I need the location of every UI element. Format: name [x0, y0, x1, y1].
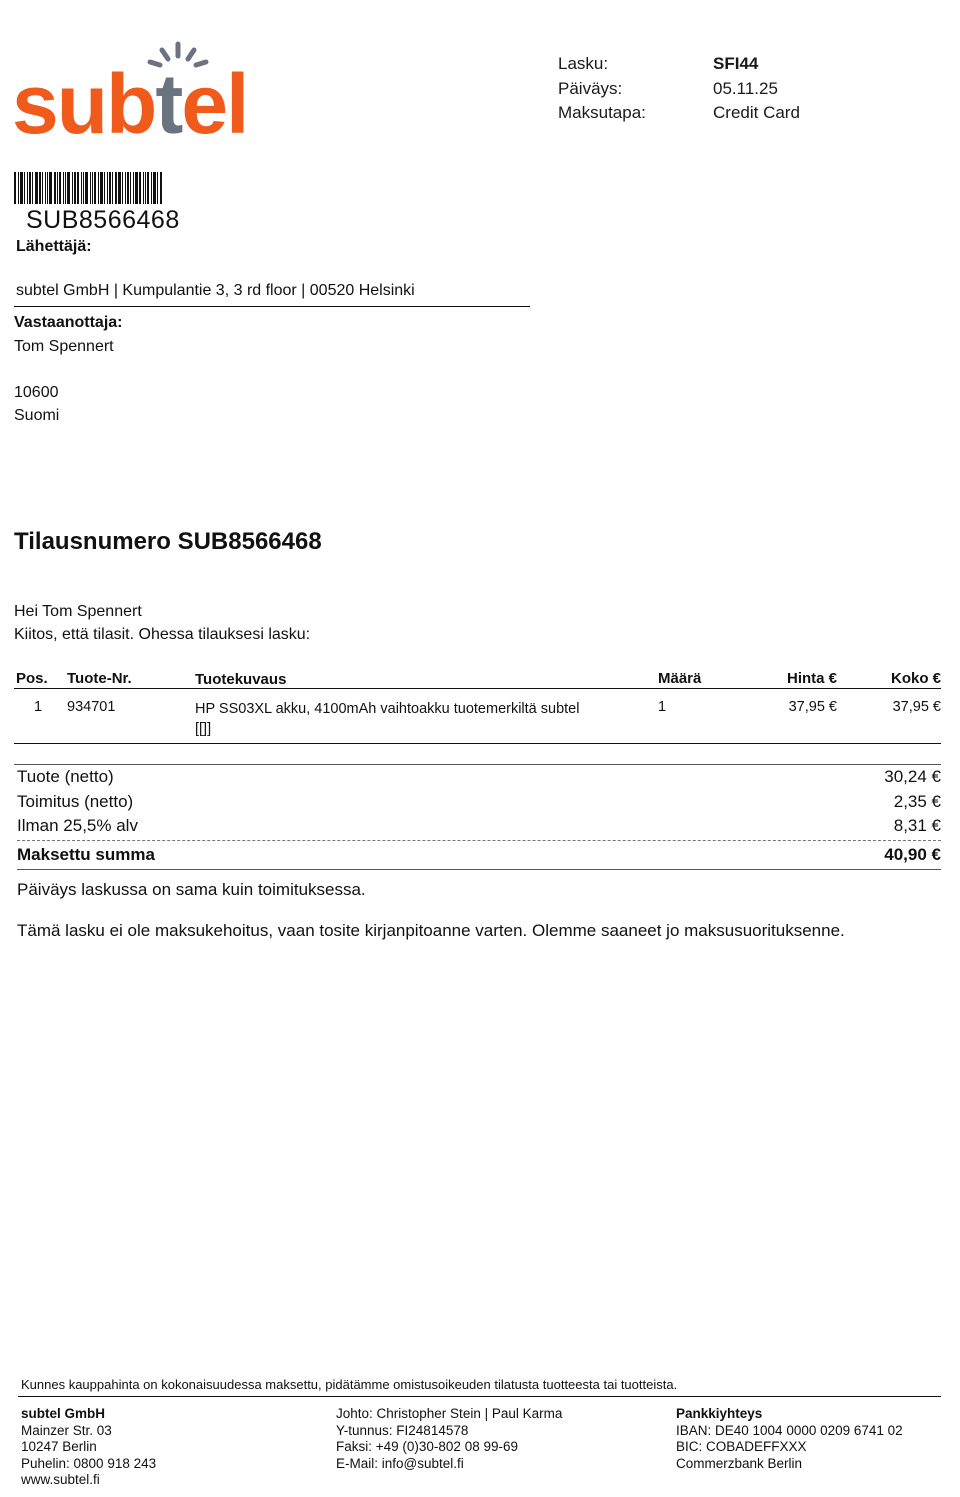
row-price: 37,95 € [788, 699, 837, 715]
subtel-logo [12, 40, 292, 151]
barcode-bar [125, 172, 126, 204]
sum-label: Maksettu summa [17, 844, 155, 864]
barcode-bar [54, 172, 56, 204]
invoice-label: Lasku: [558, 54, 609, 73]
barcode-number: SUB8566468 [26, 206, 180, 234]
barcode-bar [133, 172, 134, 204]
barcode-bar [109, 172, 111, 204]
barcode-bar [98, 172, 99, 204]
barcode-bar [27, 172, 28, 204]
net-label: Tuote (netto) [17, 767, 114, 786]
barcode-bar [32, 172, 33, 204]
footer-bank-label: Pankkiyhteys [676, 1406, 763, 1421]
vat-value: 8,31 € [893, 816, 941, 835]
footer-website: www.subtel.fi [21, 1472, 100, 1487]
barcode-bar [42, 172, 43, 204]
barcode-bar [157, 172, 158, 204]
barcode-bar [83, 172, 84, 204]
totals-vat-row [17, 814, 941, 839]
barcode-bar [57, 172, 58, 204]
barcode-bar [39, 172, 41, 204]
payment-label: Maksutapa: [558, 103, 646, 122]
barcode-bar [107, 172, 108, 204]
shipping-label: Toimitus (netto) [17, 791, 134, 811]
vat-label: Ilman 25,5% alv [17, 816, 138, 835]
logo-wordmark: subtel [12, 57, 248, 151]
barcode-bar [45, 172, 46, 204]
recipient-label: Vastaanottaja: [14, 314, 123, 331]
sender-address: subtel GmbH | Kumpulantie 3, 3 rd floor | 00520 Helsinki [16, 282, 415, 299]
barcode-bar [90, 172, 91, 204]
footer-phone: Puhelin: 0800 918 243 [21, 1455, 157, 1471]
col-nr-header: Tuote-Nr. [67, 670, 132, 687]
barcode-bar [130, 172, 131, 204]
recipient-zip: 10600 [14, 384, 59, 401]
date-note: Päiväys laskussa on sama kuin toimituksessa. [17, 880, 366, 899]
table-row [14, 689, 941, 744]
barcode-bar [143, 172, 144, 204]
greeting-line-1: Hei Tom Spennert [14, 603, 142, 620]
barcode-bar [77, 172, 79, 204]
barcode-bar [104, 172, 105, 204]
barcode-bar [67, 172, 70, 204]
barcode-bar [63, 172, 64, 204]
sender-divider [14, 306, 530, 307]
footer-iban: IBAN: DE40 1004 0000 0209 6741 02 [676, 1422, 903, 1438]
barcode-bar [59, 172, 61, 204]
barcode-bar [20, 172, 23, 204]
barcode-bar [112, 172, 113, 204]
sum-value: 40,90 € [884, 844, 941, 864]
footer-fax: Faksi: +49 (0)30-802 08 99-69 [336, 1439, 518, 1454]
col-total-header: Koko € [890, 670, 941, 687]
barcode-bar [72, 172, 73, 204]
col-price-header: Hinta € [786, 670, 837, 687]
barcode-bar [151, 172, 152, 204]
payment-method: Credit Card [713, 103, 800, 122]
barcode-bar [145, 172, 146, 204]
col-pos-header: Pos. [16, 670, 48, 687]
footer-bic: BIC: COBADEFFXXX [676, 1439, 807, 1454]
col-desc-header: Tuotekuvaus [195, 671, 287, 688]
recipient-country: Suomi [14, 407, 60, 424]
ownership-note: Kunnes kauppahinta on kokonaisuudessa maksettu, pidätämme omistusoikeuden tilatusta tuotteesta tai tuotteista. [21, 1377, 678, 1392]
footer-company-name: subtel GmbH [21, 1406, 106, 1421]
footer-company [21, 1406, 156, 1489]
recipient-name: Tom Spennert [14, 338, 114, 355]
barcode [14, 172, 192, 204]
totals-block [17, 764, 941, 870]
barcode-bar [135, 172, 138, 204]
barcode-bar [29, 172, 31, 204]
greeting [14, 600, 310, 646]
footer-divider [18, 1396, 941, 1397]
row-description [195, 699, 645, 739]
sender-label: Lähettäjä: [16, 238, 92, 255]
barcode-bar [153, 172, 156, 204]
table-header [14, 668, 941, 689]
row-total: 37,95 € [892, 699, 941, 715]
footer-street: Mainzer Str. 03 [21, 1422, 112, 1438]
invoice-meta [558, 52, 800, 126]
shipping-value: 2,35 € [893, 791, 941, 811]
order-title: Tilausnumero SUB8566468 [14, 528, 322, 555]
barcode-bar [65, 172, 66, 204]
row-pos: 1 [34, 699, 43, 715]
barcode-bar [100, 172, 103, 204]
barcode-bar [47, 172, 48, 204]
barcode-bar [92, 172, 93, 204]
footer-directors: Johto: Christopher Stein | Paul Karma [336, 1406, 563, 1421]
totals-net-row [17, 765, 941, 790]
barcode-bar [160, 172, 162, 204]
barcode-bar [85, 172, 88, 204]
barcode-bar [35, 172, 38, 204]
barcode-bar [139, 172, 141, 204]
totals-sum-row [17, 841, 941, 870]
barcode-bar [94, 172, 96, 204]
footer-city: 10247 Berlin [21, 1439, 97, 1454]
barcode-bar [18, 172, 19, 204]
barcode-bar [147, 172, 149, 204]
barcode-bar [49, 172, 52, 204]
barcode-bar [81, 172, 82, 204]
footer-management [336, 1406, 562, 1472]
barcode-bar [74, 172, 76, 204]
barcode-bar [127, 172, 129, 204]
items-table [14, 668, 941, 744]
barcode-bar [122, 172, 123, 204]
footer-email: E-Mail: info@subtel.fi [336, 1455, 464, 1471]
invoice-number: SFI44 [713, 54, 759, 73]
invoice-date: 05.11.25 [713, 78, 778, 98]
row-product-number: 934701 [67, 699, 116, 715]
receipt-note: Tämä lasku ei ole maksukehoitus, vaan tosite kirjanpitoanne varten. Olemme saaneet jo maksusuorituksenne. [17, 921, 845, 940]
footer-bank [676, 1406, 903, 1472]
row-description-line-1: HP SS03XL akku, 4100mAh vaihtoakku tuotemerkiltä subtel [195, 701, 580, 717]
row-quantity: 1 [658, 699, 667, 715]
row-description-line-2: [[]] [195, 721, 212, 737]
barcode-bar [24, 172, 25, 204]
col-qty-header: Määrä [658, 670, 702, 687]
totals-shipping-row [17, 790, 941, 815]
net-value: 30,24 € [884, 767, 941, 786]
barcode-bar [118, 172, 121, 204]
footer-business-id: Y-tunnus: FI24814578 [336, 1422, 469, 1438]
barcode-bar [115, 172, 117, 204]
date-label: Päiväys: [558, 78, 623, 98]
greeting-line-2: Kiitos, että tilasit. Ohessa tilauksesi lasku: [14, 626, 311, 643]
barcode-bar [14, 172, 16, 204]
footer-bank-name: Commerzbank Berlin [676, 1455, 803, 1471]
